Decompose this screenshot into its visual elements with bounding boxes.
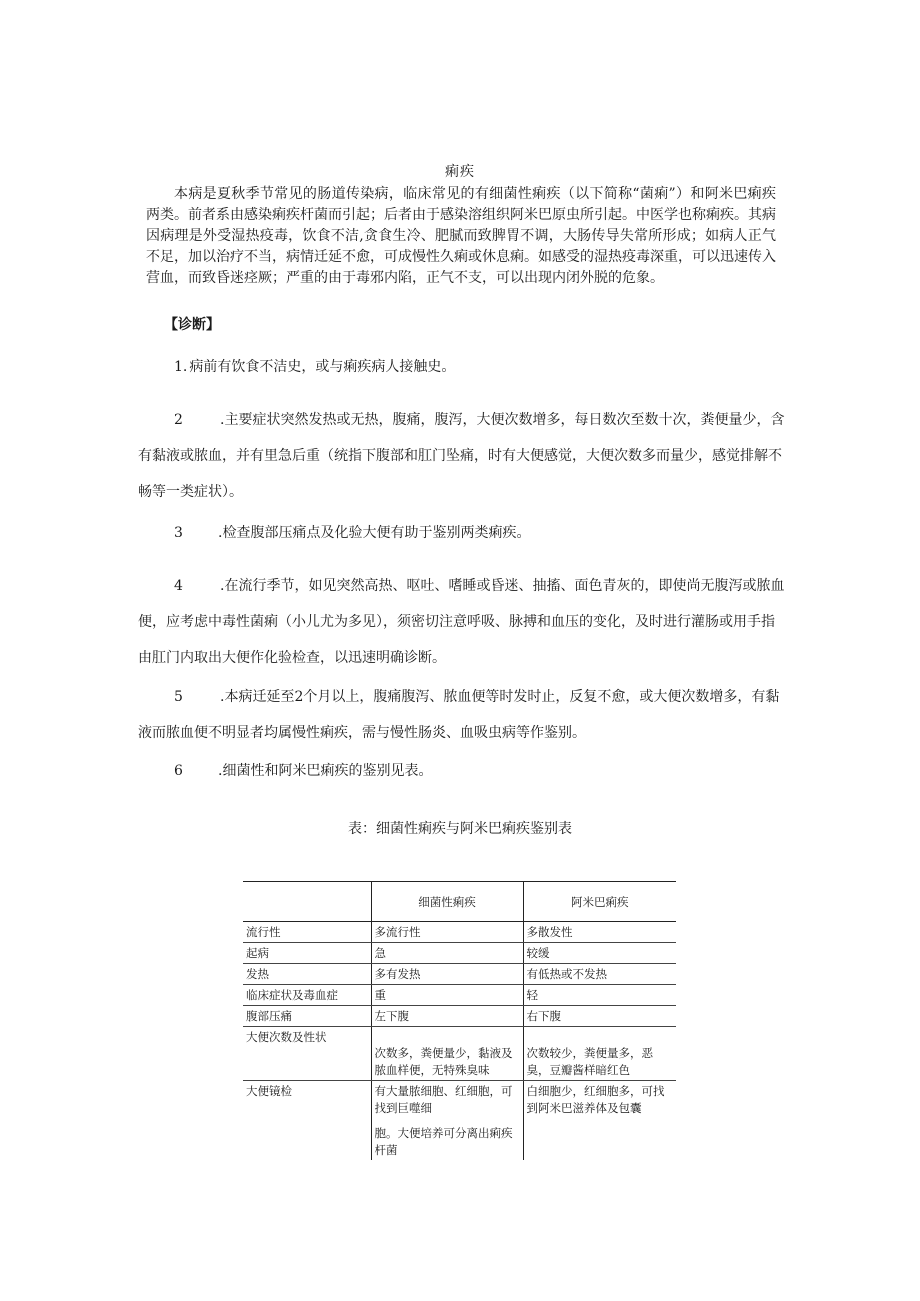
cell-bacterial: 重: [371, 985, 523, 1006]
cell-amoebic: 有低热或不发热: [523, 964, 676, 985]
row-label: 流行性: [243, 922, 371, 943]
cell-amoebic: 白细胞少，红细胞多，可找到阿米巴滋养体及包囊: [523, 1081, 676, 1161]
table-row: [243, 922, 676, 943]
table-row: [243, 943, 676, 964]
cell-bacterial: 多有发热: [371, 964, 523, 985]
cell-amoebic: 轻: [523, 985, 676, 1006]
cell-amoebic: 次数较少，粪便量多，恶臭，豆瓣酱样暗红色: [523, 1027, 676, 1081]
cell-spacer: [375, 1117, 520, 1125]
item-number: 6: [174, 763, 183, 779]
table-row: [243, 964, 676, 985]
item-text: .主要症状突然发热或无热，腹痛，腹泻，大便次数增多，每日数次至数十次，粪便量少，含有黏液或脓血，并有里急后重（统指下腹部和肛门坠痛，时有大便感觉，大便次数多而量少，感觉排解不畅等一类症状）。: [138, 412, 785, 500]
cell-text: 有大量脓细胞、红细胞，可找到巨噬细: [374, 1084, 513, 1115]
intro-paragraph: 本病是夏秋季节常见的肠道传染病，临床常见的有细菌性痢疾（以下简称“菌痢”）和阿米巴痢疾两类。前者系由感染痢疾杆菌而引起；后者由于感染溶组织阿米巴原虫所引起。中医学也称痢疾。其病因病理是外受湿热疫毒，饮食不洁,贪食生冷、肥腻而致脾胃不调，大肠传导失常所形成；如病人正气不足，加以治疗不当，病情迁延不愈，可成慢性久痢或休息痢。如感受的湿热疫毒深重，可以迅速传入营血，而致昏迷痉厥；严重的由于毒邪内陷，正气不支，可以出现内闭外脱的危象。: [146, 186, 776, 286]
cell-bacterial: [371, 1081, 523, 1161]
header-amoebic: 阿米巴痢疾: [523, 882, 676, 922]
row-label: 大便镜检: [246, 1084, 292, 1098]
cell-text-continued: 胞。大便培养可分离出痢疾杆菌: [374, 1126, 513, 1157]
table-row: [243, 985, 676, 1006]
table-row: [243, 1081, 676, 1161]
item-number: 4: [174, 578, 183, 594]
cell-bacterial: 次数多，粪便量少，黏液及脓血样便，无特殊臭味: [371, 1027, 523, 1081]
table-row: [243, 1027, 676, 1081]
table-header-row: [243, 882, 676, 922]
comparison-table: [243, 881, 676, 1160]
diagnosis-item-1: [138, 349, 788, 385]
row-label: 临床症状及毒血症: [243, 985, 371, 1006]
item-number: 2: [174, 412, 183, 428]
item-number: 1.: [174, 359, 188, 375]
cell-bacterial: 左下腹: [371, 1006, 523, 1027]
cell-amoebic: 右下腹: [523, 1006, 676, 1027]
row-label: 腹部压痛: [243, 1006, 371, 1027]
cell-bacterial: 急: [371, 943, 523, 964]
row-label: 发热: [243, 964, 371, 985]
item-number: 3: [174, 525, 183, 541]
diagnosis-heading: 【诊断】: [164, 317, 220, 333]
cell-amoebic: 多散发性: [523, 922, 676, 943]
item-text: .检查腹部压痛点及化验大便有助于鉴别两类痢疾。: [218, 525, 531, 541]
diagnosis-item-5: [138, 679, 788, 751]
table-row: [243, 1006, 676, 1027]
header-blank: [243, 882, 371, 922]
item-text: .本病迁延至2个月以上，腹痛腹泻、脓血便等时发时止，反复不愈，或大便次数增多，有黏液而脓血便不明显者均属慢性痢疾，需与慢性肠炎、血吸虫病等作鉴别。: [138, 689, 780, 741]
header-bacterial: 细菌性痢疾: [371, 882, 523, 922]
diagnosis-item-3: [138, 515, 788, 551]
item-number: 5: [174, 689, 183, 705]
item-text: 病前有饮食不洁史，或与痢疾病人接触史。: [189, 359, 456, 375]
document-title: 痢疾: [445, 164, 475, 180]
row-label: 起病: [243, 943, 371, 964]
item-text: .在流行季节，如见突然高热、呕吐、嗜睡或昏迷、抽搐、面色青灰的，即使尚无腹泻或脓血便，应考虑中毒性菌痢（小儿尤为多见），须密切注意呼吸、脉搏和血压的变化，及时进行灌肠或用手指由肛门内取出大便作化验检查，以迅速明确诊断。: [138, 578, 785, 666]
table-caption: 表：细菌性痢疾与阿米巴痢疾鉴别表: [348, 821, 572, 837]
cell-amoebic: 较缓: [523, 943, 676, 964]
item-text: .细菌性和阿米巴痢疾的鉴别见表。: [218, 763, 433, 779]
row-label: 大便次数及性状: [243, 1027, 371, 1081]
diagnosis-item-6: [138, 753, 788, 789]
diagnosis-item-4: [138, 568, 788, 676]
diagnosis-item-2: [138, 402, 788, 510]
cell-bacterial: 多流行性: [371, 922, 523, 943]
